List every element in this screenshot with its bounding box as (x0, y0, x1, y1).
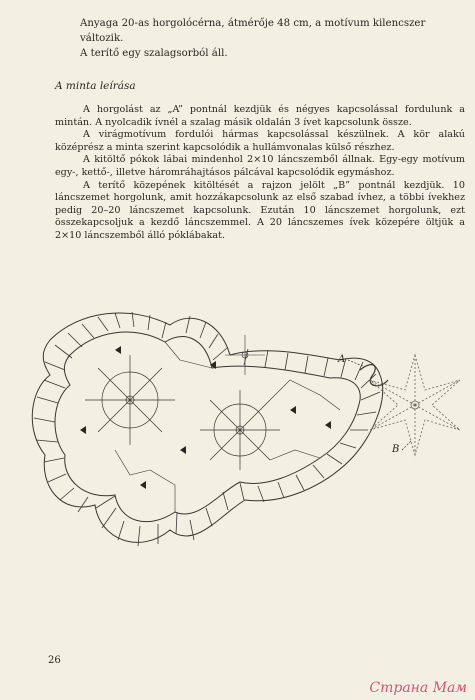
paragraph-3: A kitöltő pókok lábai mindenhol 2×10 láncszemből állnak. Egy-egy motívum egy-, kettő-, illetve háromráhajtásos pálcával kapcsolódik egymáshoz. (55, 154, 465, 178)
label-b-pointer (402, 440, 412, 450)
paragraph-4: A terítő közepének kitöltését a rajzon jelölt „B” pontnál kezdjük. 10 láncszemet horgolunk, amit hozzákapcsolunk az első szabad ívhez, a többi ívekhez pedig 20–20 láncszemet kapcsolunk. Ezután 10 láncszemet horgolunk, ezt összekapcsoljuk a kezdő láncszemmel. A 20 láncszemes ívek közepére öltjük a 2×10 láncszemből álló póklábakat. (55, 179, 465, 241)
intro-line-1: Anyaga 20-as horgolócérna, átmérője 48 cm, a motívum kilencszer változik. (80, 18, 426, 44)
watermark-logo: Страна Мам (369, 680, 467, 696)
flower-motif-center (200, 390, 280, 470)
page-number: 26 (48, 655, 61, 666)
section-heading: A minta leírása (55, 80, 136, 92)
label-a: A (338, 354, 346, 365)
description-text (55, 104, 465, 243)
dotted-star-motif (370, 355, 460, 455)
intro-line-2: A terítő egy szalagsorból áll. (80, 48, 228, 59)
triangle-markers (80, 346, 331, 489)
label-b: B (392, 444, 400, 455)
flower-motif-small (225, 335, 265, 375)
band-tail (360, 365, 388, 386)
crochet-pattern-diagram (20, 300, 470, 570)
band-outline-inner (55, 332, 360, 522)
flower-motif-left (85, 355, 175, 445)
paragraph-2: A virágmotívum fordulói hármas kapcsolással készülnek. A kör alakú középrész a minta szerint kapcsolódik a hullámvonalas külső részhez. (55, 129, 465, 153)
intro-text (80, 16, 460, 61)
paragraph-1: A horgolást az „A” pontnál kezdjük és négyes kapcsolással fordulunk a mintán. A nyolcadik ívnél a szalag másik oldalán 3 ívet kapcsolunk össze. (55, 104, 465, 128)
